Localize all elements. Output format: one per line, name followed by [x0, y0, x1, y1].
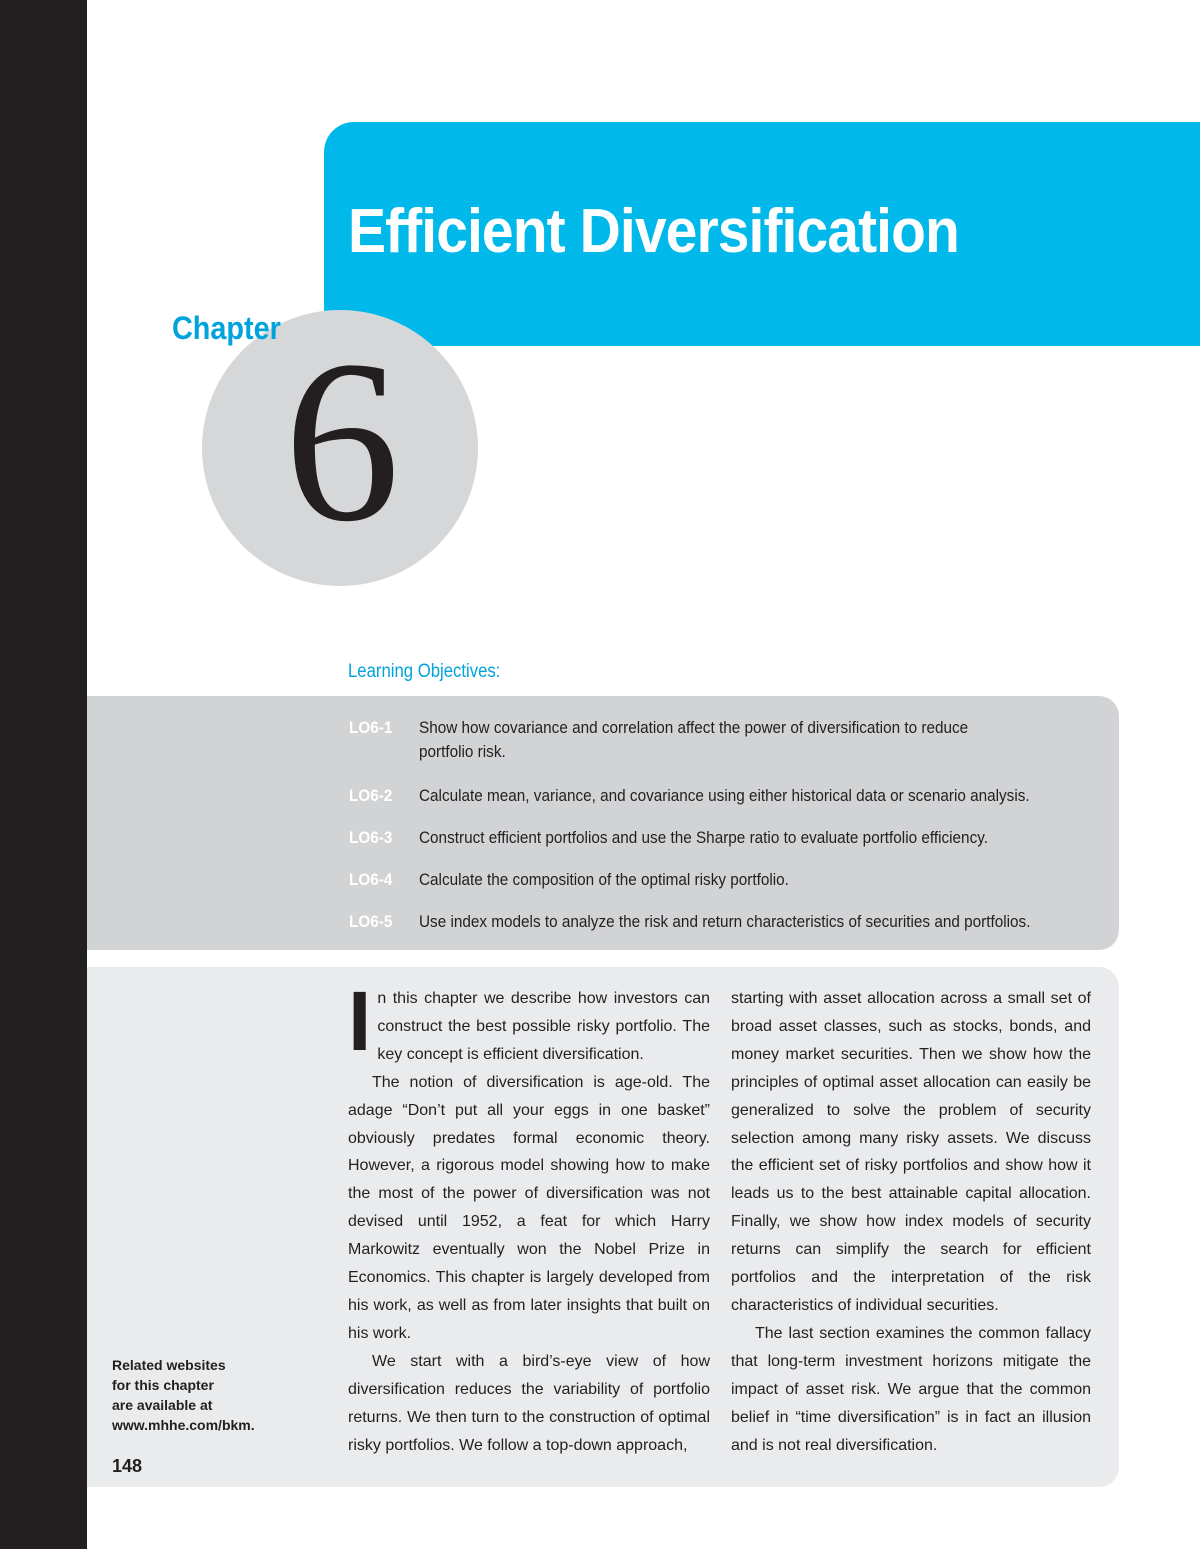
websites-line: for this chapter [112, 1377, 214, 1393]
objective-text: Use index models to analyze the risk and return characteristics of securities and portfolios. [419, 912, 1031, 931]
left-black-bar [0, 0, 87, 1549]
body-paragraph-3b: starting with asset allocation across a small set of broad asset classes, such as stocks, bonds, and money market securities. Then we show how the principles of optimal asset allocation can easily be generalized to solve the problem of security selection among many risky assets. We discuss the efficient set of risky portfolios and show how it leads us to the best attainable capital allocation. Finally, we show how index models of security returns can simplify the search for efficient portfolios and the interpretation of the risk characteristics of individual securities. [731, 990, 1091, 1314]
chapter-title: Efficient Diversification [348, 197, 959, 266]
body-paragraph-2: The notion of diversification is age-old. The adage “Don’t put all your eggs in one basket” obviously predates formal economic theory. However, a rigorous model showing how to make the most of the power of diversification was not devised until 1952, a feat for which Harry Markowitz eventually won the Nobel Prize in Economics. This chapter is largely developed from his work, as well as from later insights that built on his work. [348, 1073, 710, 1342]
objective-code: LO6-2 [349, 786, 393, 805]
intro-text: n this chapter we describe how investors can construct the best possible risky portfolio. The key concept is efficient diversification. [377, 990, 710, 1063]
related-websites-note [112, 1355, 312, 1435]
websites-line: Related websites [112, 1357, 226, 1373]
body-paragraph-4: The last section examines the common fallacy that long-term investment horizons mitigate the impact of asset risk. We argue that the common belief in “time diversification” is in fact an illusion and is not real diversification. [731, 1324, 1091, 1454]
objective-code: LO6-5 [349, 912, 393, 931]
websites-url[interactable]: www.mhhe.com/bkm. [112, 1417, 255, 1433]
objective-text-line2: portfolio risk. [419, 742, 506, 761]
body-column-left [348, 974, 710, 1459]
chapter-label: Chapter [172, 310, 281, 346]
chapter-number: 6 [284, 313, 400, 570]
objective-text: Calculate mean, variance, and covariance using either historical data or scenario analysis. [419, 786, 1030, 805]
objective-text: Construct efficient portfolios and use the Sharpe ratio to evaluate portfolio efficiency. [419, 828, 988, 847]
body-paragraph-3a: We start with a bird’s-eye view of how diversification reduces the variability of portfolio returns. We then turn to the construction of optimal risky portfolios. We follow a top-down approach, [348, 1352, 710, 1454]
objective-text: Calculate the composition of the optimal risky portfolio. [419, 870, 789, 889]
page-number: 148 [112, 1456, 143, 1476]
objective-code: LO6-1 [349, 718, 393, 737]
objective-text-line1: Show how covariance and correlation affect the power of diversification to reduce [419, 718, 969, 737]
intro-paragraph [348, 974, 710, 1069]
drop-cap: I [348, 974, 372, 1068]
objective-code: LO6-4 [349, 870, 393, 889]
objective-text [419, 716, 1103, 764]
websites-line: are available at [112, 1397, 213, 1413]
objective-code: LO6-3 [349, 828, 393, 847]
learning-objectives-heading: Learning Objectives: [348, 661, 501, 682]
body-column-right [731, 985, 1091, 1459]
